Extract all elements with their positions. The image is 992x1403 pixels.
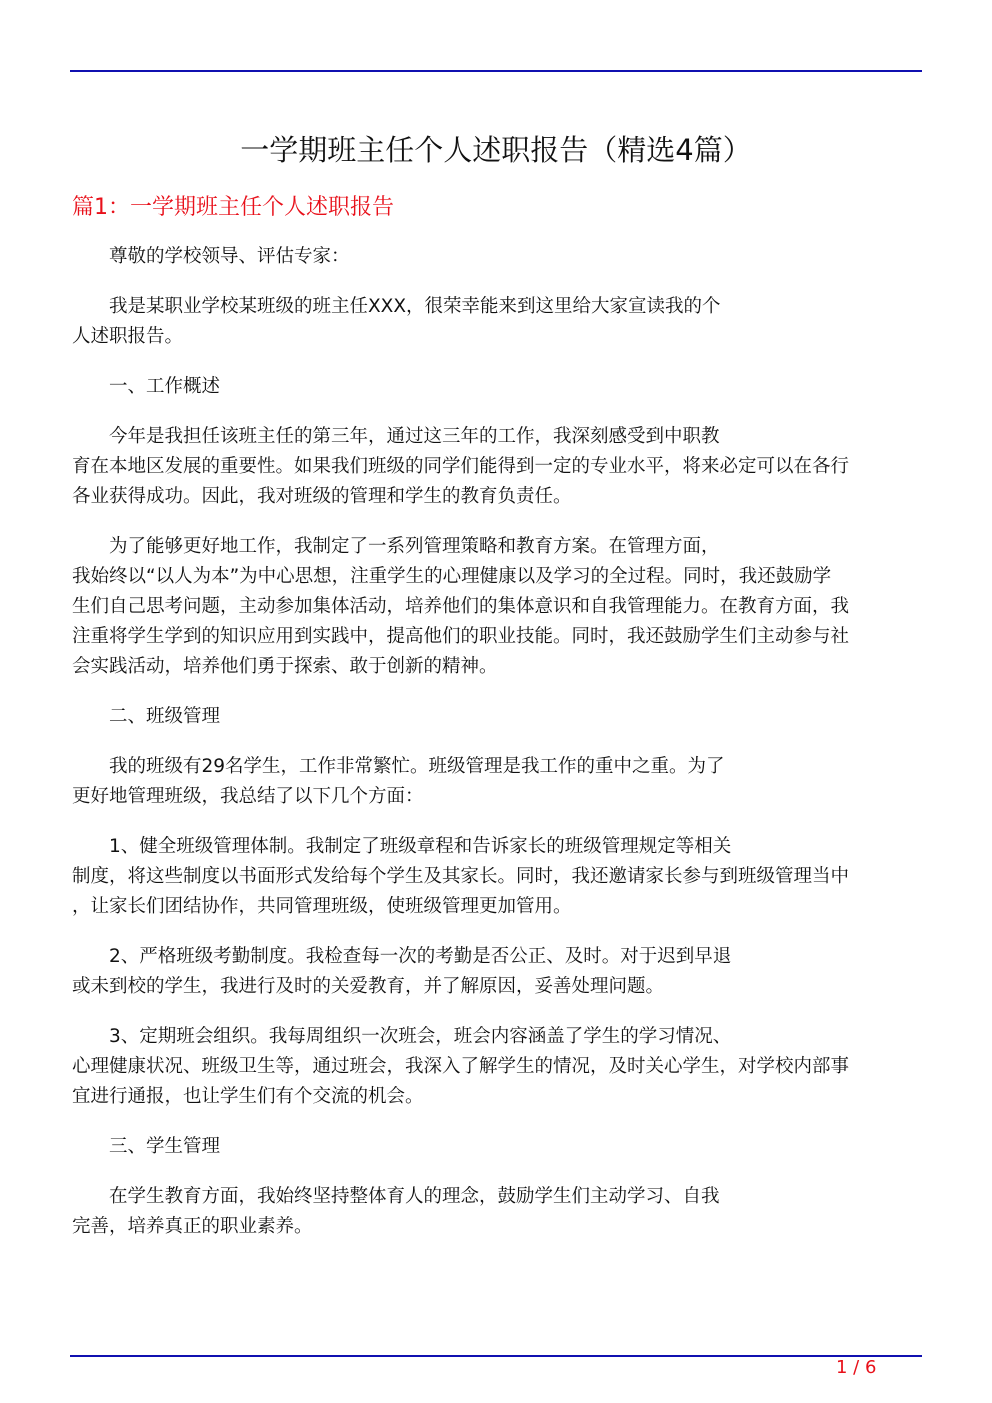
paragraph xyxy=(72,422,922,512)
paragraph-line: 或未到校的学生，我进行及时的关爱教育，并了解原因，妥善处理问题。 xyxy=(72,976,665,997)
paragraph-line: 我的班级有29名学生，工作非常繁忙。班级管理是我工作的重中之重。为了 xyxy=(109,756,725,777)
paragraph-line: 1、健全班级管理体制。我制定了班级章程和告诉家长的班级管理规定等相关 xyxy=(109,836,732,857)
paragraph xyxy=(72,532,922,682)
document-body xyxy=(72,242,922,1262)
paragraph-line: 2、严格班级考勤制度。我检查每一次的考勤是否公正、及时。对于迟到早退 xyxy=(109,946,732,967)
paragraph-line: 注重将学生学到的知识应用到实践中，提高他们的职业技能。同时，我还鼓励学生们主动参与社 xyxy=(72,626,850,647)
paragraph xyxy=(72,832,922,922)
paragraph-line: 各业获得成功。因此，我对班级的管理和学生的教育负责任。 xyxy=(72,486,572,507)
paragraph xyxy=(72,1022,922,1112)
paragraph xyxy=(72,242,922,272)
paragraph xyxy=(72,1132,922,1162)
paragraph-line: 育在本地区发展的重要性。如果我们班级的同学们能得到一定的专业水平，将来必定可以在各行 xyxy=(72,456,850,477)
paragraph-line: 三、学生管理 xyxy=(109,1136,221,1157)
paragraph-line: 为了能够更好地工作，我制定了一系列管理策略和教育方案。在管理方面， xyxy=(109,536,720,557)
section-title: 篇1：一学期班主任个人述职报告 xyxy=(72,195,394,220)
paragraph-line: 制度，将这些制度以书面形式发给每个学生及其家长。同时，我还邀请家长参与到班级管理当中 xyxy=(72,866,850,887)
header-rule xyxy=(70,70,922,72)
paragraph-line: 在学生教育方面，我始终坚持整体育人的理念，鼓励学生们主动学习、自我 xyxy=(109,1186,720,1207)
footer-rule xyxy=(70,1355,922,1357)
paragraph-line: 会实践活动，培养他们勇于探索、敢于创新的精神。 xyxy=(72,656,498,677)
paragraph xyxy=(72,292,922,352)
paragraph-line: 人述职报告。 xyxy=(72,326,184,347)
paragraph-line: 我是某职业学校某班级的班主任XXX，很荣幸能来到这里给大家宣读我的个 xyxy=(109,296,721,317)
document-title: 一学期班主任个人述职报告（精选4篇） xyxy=(240,133,752,167)
paragraph-line: 宜进行通报，也让学生们有个交流的机会。 xyxy=(72,1086,424,1107)
paragraph-line: 二、班级管理 xyxy=(109,706,221,727)
paragraph-line: 一、工作概述 xyxy=(109,376,221,397)
paragraph xyxy=(72,752,922,812)
paragraph-line: 生们自己思考问题，主动参加集体活动，培养他们的集体意识和自我管理能力。在教育方面，我 xyxy=(72,596,850,617)
page-number: 1 / 6 xyxy=(836,1357,877,1378)
paragraph xyxy=(72,702,922,732)
paragraph-line: 今年是我担任该班主任的第三年，通过这三年的工作，我深刻感受到中职教 xyxy=(109,426,720,447)
paragraph-line: 更好地管理班级，我总结了以下几个方面： xyxy=(72,786,424,807)
paragraph xyxy=(72,942,922,1002)
paragraph-line: 我始终以“以人为本”为中心思想，注重学生的心理健康以及学习的全过程。同时，我还鼓励学 xyxy=(72,566,832,587)
paragraph-line: 3、定期班会组织。我每周组织一次班会，班会内容涵盖了学生的学习情况、 xyxy=(109,1026,732,1047)
paragraph-line: 完善，培养真正的职业素养。 xyxy=(72,1216,313,1237)
paragraph-line: 尊敬的学校领导、评估专家： xyxy=(109,246,350,267)
paragraph-line: 心理健康状况、班级卫生等，通过班会，我深入了解学生的情况，及时关心学生，对学校内部事 xyxy=(72,1056,850,1077)
paragraph-line: ，让家长们团结协作，共同管理班级，使班级管理更加管用。 xyxy=(72,896,572,917)
paragraph xyxy=(72,372,922,402)
paragraph xyxy=(72,1182,922,1242)
